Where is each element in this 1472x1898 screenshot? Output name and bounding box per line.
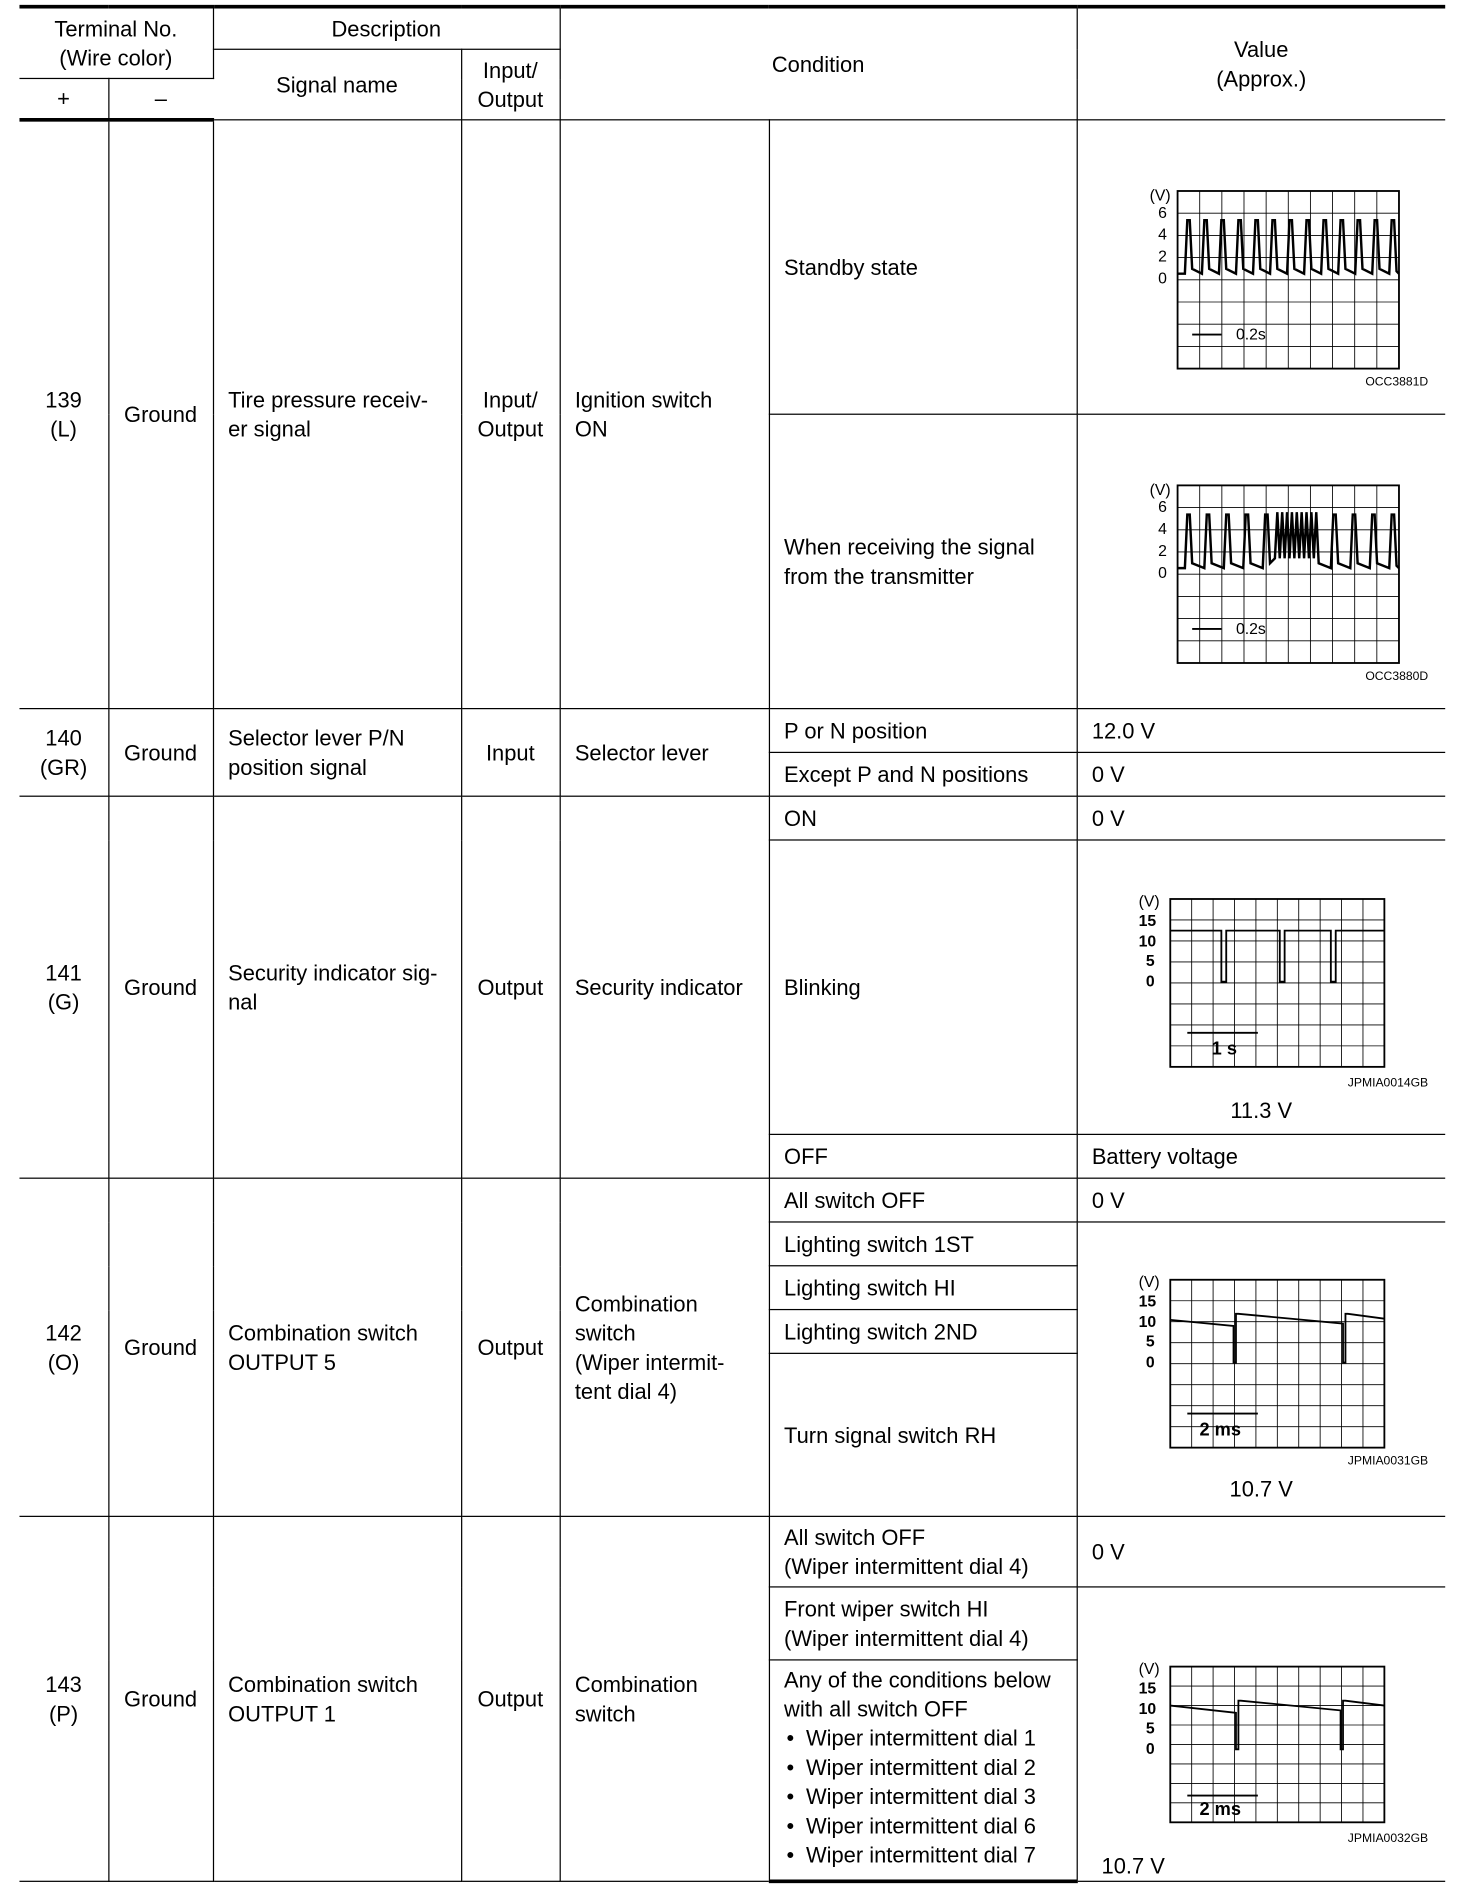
figure-code: JPMIA0031GB bbox=[1347, 1453, 1428, 1467]
terminal-cell bbox=[19, 1178, 108, 1516]
terminal-number: 141 bbox=[45, 960, 82, 985]
waveform-cell bbox=[1077, 840, 1446, 1134]
sub-condition: Except P and N positions bbox=[769, 752, 1077, 796]
table-row bbox=[19, 1178, 1445, 1222]
sub-condition-line: When receiving the signal bbox=[784, 534, 1035, 559]
signal-line: Combination switch bbox=[228, 1320, 418, 1345]
wire-color: (P) bbox=[48, 1701, 79, 1726]
terminal-cell bbox=[19, 1516, 108, 1881]
waveform-blinking bbox=[1092, 850, 1433, 1088]
wire-color: (L) bbox=[50, 417, 77, 442]
condition-line: Ignition switch bbox=[574, 387, 713, 412]
unit-label: (V) bbox=[1138, 1273, 1160, 1291]
terminal-no-header bbox=[19, 7, 212, 79]
condition-line: switch bbox=[574, 1701, 636, 1726]
condition-line: switch bbox=[574, 1320, 636, 1345]
signal-line: Security indicator sig- bbox=[228, 960, 438, 985]
sub-condition: Lighting switch 2ND bbox=[769, 1310, 1077, 1354]
sub-condition bbox=[769, 1587, 1077, 1660]
io-label-1: Input/ bbox=[482, 57, 538, 83]
ground-cell: Ground bbox=[108, 1178, 213, 1516]
value-note: 11.3 V bbox=[1230, 1097, 1293, 1123]
signal-trace bbox=[1177, 220, 1398, 274]
plus-header: + bbox=[19, 78, 108, 119]
tick-label: 0 bbox=[1145, 1741, 1155, 1759]
list-item: • Wiper intermittent dial 6 bbox=[784, 1811, 1061, 1840]
tick-label: 4 bbox=[1157, 226, 1167, 244]
table-row bbox=[19, 796, 1445, 840]
list-item: • Wiper intermittent dial 1 bbox=[784, 1724, 1061, 1753]
sub-condition: All switch OFF bbox=[769, 1178, 1077, 1222]
tick-label: 10 bbox=[1138, 1701, 1156, 1719]
signal-line: position signal bbox=[228, 754, 367, 780]
table-row bbox=[19, 120, 1445, 414]
tick-label: 15 bbox=[1138, 912, 1156, 930]
io-label-2: Output bbox=[477, 86, 544, 112]
io-cell: Output bbox=[461, 1516, 560, 1881]
tick-label: 0 bbox=[1157, 269, 1167, 287]
condition-line: Combination bbox=[574, 1291, 698, 1316]
condition-cell bbox=[560, 120, 769, 709]
sub-condition-line: (Wiper intermittent dial 4) bbox=[784, 1625, 1029, 1651]
condition-header: Condition bbox=[560, 7, 1077, 120]
list-item: • Wiper intermittent dial 2 bbox=[784, 1753, 1061, 1782]
sub-condition-line: from the transmitter bbox=[784, 563, 974, 589]
signal-line: Selector lever P/N bbox=[228, 725, 405, 750]
time-label: 2 ms bbox=[1198, 1798, 1241, 1820]
terminal-number: 143 bbox=[45, 1672, 82, 1697]
unit-label: (V) bbox=[1138, 1660, 1160, 1678]
wire-color: (GR) bbox=[39, 754, 88, 780]
waveform-standby bbox=[1092, 142, 1433, 385]
tick-label: 15 bbox=[1138, 1292, 1156, 1310]
waveform-cell bbox=[1077, 1587, 1446, 1881]
value-cell: 0 V bbox=[1077, 1178, 1446, 1222]
io-header bbox=[461, 49, 560, 120]
tick-label: 2 bbox=[1157, 247, 1167, 265]
ground-cell: Ground bbox=[108, 709, 213, 797]
ground-cell: Ground bbox=[108, 1516, 213, 1881]
condition-line: ON bbox=[574, 416, 608, 441]
tick-label: 2 bbox=[1157, 542, 1167, 560]
sub-condition-line: (Wiper intermittent dial 4) bbox=[784, 1554, 1029, 1579]
signal-name-header: Signal name bbox=[213, 49, 461, 120]
sub-condition-line: Front wiper switch HI bbox=[784, 1596, 989, 1621]
signal-line: OUTPUT 1 bbox=[228, 1701, 336, 1726]
figure-code: JPMIA0014GB bbox=[1347, 1074, 1428, 1089]
ground-cell: Ground bbox=[108, 120, 213, 709]
sub-condition-line: Any of the conditions below bbox=[784, 1667, 1051, 1693]
table-row bbox=[19, 1516, 1445, 1587]
signal-line: er signal bbox=[228, 416, 311, 441]
sub-condition: Blinking bbox=[769, 840, 1077, 1134]
description-header: Description bbox=[213, 7, 560, 50]
io-cell: Input bbox=[461, 709, 560, 797]
signal-line: OUTPUT 5 bbox=[228, 1349, 336, 1375]
sub-condition-line: All switch OFF bbox=[784, 1524, 926, 1550]
condition-list bbox=[784, 1724, 1061, 1870]
value-header bbox=[1077, 7, 1446, 120]
unit-label: (V) bbox=[1149, 481, 1171, 499]
condition-cell: Selector lever bbox=[560, 709, 769, 797]
figure-code: JPMIA0032GB bbox=[1347, 1830, 1428, 1845]
wire-color: (G) bbox=[47, 989, 80, 1014]
value-note: 10.7 V bbox=[1229, 1476, 1293, 1501]
condition-cell bbox=[560, 1178, 769, 1516]
value-label: Value bbox=[1234, 37, 1289, 62]
signal-cell bbox=[213, 796, 461, 1178]
sub-condition: Standby state bbox=[769, 120, 1077, 414]
approx-label: (Approx.) bbox=[1216, 66, 1307, 91]
sub-condition bbox=[769, 1516, 1077, 1587]
ground-cell: Ground bbox=[108, 796, 213, 1178]
list-item: • Wiper intermittent dial 7 bbox=[784, 1841, 1061, 1870]
terminal-cell bbox=[19, 709, 108, 797]
condition-line: tent dial 4) bbox=[574, 1378, 678, 1404]
io-line: Input/ bbox=[482, 387, 538, 412]
waveform-grid bbox=[1177, 485, 1398, 663]
time-label: 1 s bbox=[1211, 1037, 1237, 1059]
time-label: 0.2s bbox=[1235, 620, 1266, 638]
sub-condition bbox=[769, 1660, 1077, 1881]
signal-line: Tire pressure receiv- bbox=[228, 387, 429, 412]
value-cell: 0 V bbox=[1077, 752, 1446, 796]
waveform-output5 bbox=[1092, 1235, 1433, 1466]
unit-label: (V) bbox=[1138, 892, 1160, 910]
terminal-cell bbox=[19, 796, 108, 1178]
sub-condition: Lighting switch HI bbox=[769, 1266, 1077, 1310]
waveform-output1 bbox=[1092, 1618, 1433, 1844]
figure-code: OCC3881D bbox=[1364, 374, 1428, 386]
tick-label: 15 bbox=[1138, 1680, 1156, 1698]
table-row bbox=[19, 709, 1445, 753]
condition-cell: Security indicator bbox=[560, 796, 769, 1178]
tick-label: 5 bbox=[1145, 1720, 1155, 1738]
unit-label: (V) bbox=[1149, 187, 1171, 205]
tick-label: 4 bbox=[1157, 520, 1167, 538]
value-note: 10.7 V bbox=[1101, 1853, 1165, 1879]
tick-label: 10 bbox=[1138, 932, 1156, 950]
sub-condition: ON bbox=[769, 796, 1077, 840]
terminal-no-label: Terminal No. bbox=[54, 16, 178, 41]
signal-cell bbox=[213, 1178, 461, 1516]
tick-label: 0 bbox=[1145, 972, 1155, 990]
signal-line: nal bbox=[228, 989, 258, 1014]
tick-label: 0 bbox=[1157, 564, 1167, 582]
tick-label: 6 bbox=[1157, 498, 1167, 516]
sub-condition bbox=[769, 414, 1077, 708]
sub-condition: Turn signal switch RH bbox=[769, 1353, 1077, 1516]
io-line: Output bbox=[477, 416, 544, 441]
terminal-cell bbox=[19, 120, 108, 709]
waveform-cell bbox=[1077, 1222, 1446, 1516]
condition-line: (Wiper intermit- bbox=[574, 1349, 725, 1375]
terminal-number: 142 bbox=[45, 1320, 82, 1345]
tick-label: 5 bbox=[1145, 1333, 1155, 1351]
tick-label: 6 bbox=[1157, 204, 1167, 222]
signal-cell bbox=[213, 709, 461, 797]
minus-header: – bbox=[108, 78, 213, 119]
waveform-cell bbox=[1077, 414, 1446, 708]
tick-label: 10 bbox=[1138, 1313, 1156, 1331]
condition-cell bbox=[560, 1516, 769, 1881]
value-cell: Battery voltage bbox=[1077, 1134, 1446, 1178]
tick-label: 0 bbox=[1145, 1353, 1155, 1371]
sub-condition: Lighting switch 1ST bbox=[769, 1222, 1077, 1266]
value-cell: 12.0 V bbox=[1077, 709, 1446, 753]
sub-condition: P or N position bbox=[769, 709, 1077, 753]
io-cell: Output bbox=[461, 1178, 560, 1516]
io-cell bbox=[461, 120, 560, 709]
tick-label: 5 bbox=[1145, 952, 1155, 970]
list-item: • Wiper intermittent dial 3 bbox=[784, 1782, 1061, 1811]
time-label: 2 ms bbox=[1198, 1417, 1241, 1439]
waveform-cell bbox=[1077, 120, 1446, 414]
sub-condition: OFF bbox=[769, 1134, 1077, 1178]
sub-condition-line: with all switch OFF bbox=[784, 1697, 968, 1722]
signal-cell bbox=[213, 120, 461, 709]
wire-color: (O) bbox=[47, 1349, 80, 1375]
figure-code: OCC3880D bbox=[1364, 668, 1428, 680]
wire-color-label: (Wire color) bbox=[59, 45, 173, 70]
signal-line: Combination switch bbox=[228, 1672, 418, 1697]
waveform-grid bbox=[1170, 898, 1384, 1066]
waveform-grid bbox=[1177, 190, 1398, 368]
time-label: 0.2s bbox=[1235, 325, 1266, 343]
value-cell: 0 V bbox=[1077, 1516, 1446, 1587]
signal-cell bbox=[213, 1516, 461, 1881]
terminal-table bbox=[19, 5, 1445, 1883]
waveform-receiving bbox=[1092, 436, 1433, 679]
condition-line: Combination bbox=[574, 1672, 698, 1697]
io-cell: Output bbox=[461, 796, 560, 1178]
terminal-number: 140 bbox=[45, 725, 82, 750]
value-cell: 0 V bbox=[1077, 796, 1446, 840]
terminal-number: 139 bbox=[45, 388, 82, 413]
